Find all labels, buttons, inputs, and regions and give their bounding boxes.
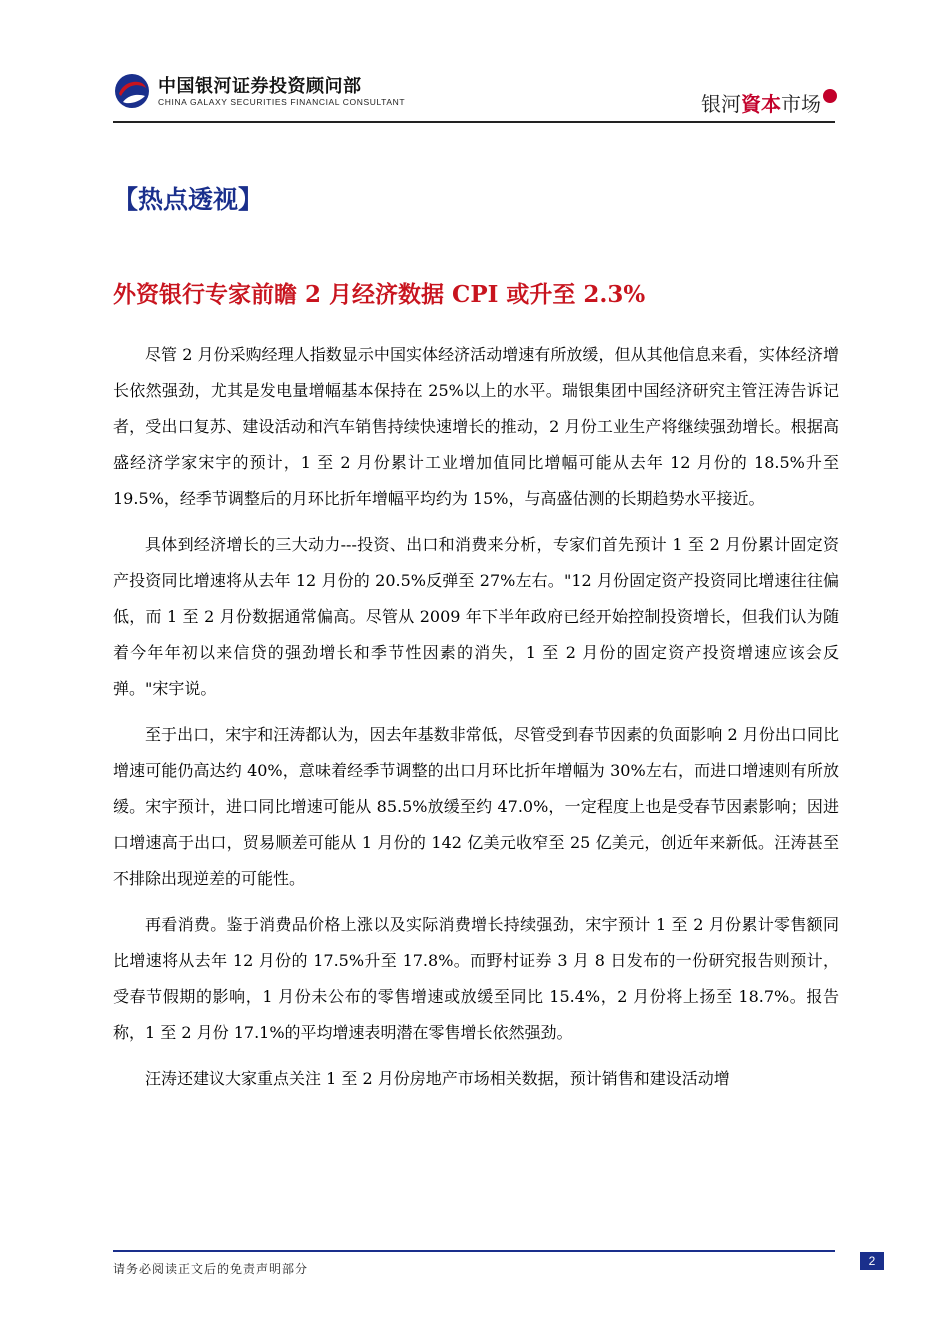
brand-right: 市场: [781, 92, 821, 116]
article-title: 外资银行专家前瞻 2 月经济数据 CPI 或升至 2.3%: [113, 281, 646, 308]
disclaimer-note: 请务必阅读正文后的免责声明部分: [113, 1262, 309, 1276]
paragraph-2: 具体到经济增长的三大动力---投资、出口和消费来分析，专家们首先预计 1 至 2 月份累计固定资产投资同比增速将从去年 12 月份的 20.5%反弹至 27%左右。"12 月份固定资产投资同比增速往往偏低，而 1 至 2 月份数据通常偏高。尽管从 2009 年下半年政府已经开始控制投资增长，但我们认为随着今年年初以来信贷的强劲增长和季节性因素的消失，1 至 2 月份的固定资产投资增速应该会反弹。"宋宇说。: [113, 535, 839, 698]
brand-mid: 資本: [741, 92, 781, 116]
page-number: 2: [860, 1252, 884, 1270]
brand-seal-icon: [823, 89, 837, 103]
galaxy-logo-icon: [113, 72, 151, 110]
paragraph-1: 尽管 2 月份采购经理人指数显示中国实体经济活动增速有所放缓，但从其他信息来看，实体经济增长依然强劲，尤其是发电量增幅基本保持在 25%以上的水平。瑞银集团中国经济研究主管汪涛告诉记者，受出口复苏、建设活动和汽车销售持续快速增长的推动，2 月份工业生产将继续强劲增长。根据高盛经济学家宋宇的预计，1 至 2 月份累计工业增加值同比增幅可能从去年 12 月份的 18.5%升至 19.5%，经季节调整后的月环比折年增幅平均约为 15%，与高盛估测的长期趋势水平接近。: [113, 345, 839, 508]
brand-left: 银河: [701, 92, 741, 116]
organization-name-cn: 中国银河证券投资顾问部: [158, 76, 362, 97]
paragraph-3: 至于出口，宋宇和汪涛都认为，因去年基数非常低，尽管受到春节因素的负面影响 2 月份出口同比增速可能仍高达约 40%，意味着经季节调整的出口月环比折年增幅为 30%左右，而进口增速则有所放缓。宋宇预计，进口同比增速可能从 85.5%放缓至约 47.0%，一定程度上也是受春节因素影响；因进口增速高于出口，贸易顺差可能从 1 月份的 142 亿美元收窄至 25 亿美元，创近年来新低。汪涛甚至不排除出现逆差的可能性。: [113, 725, 839, 888]
brand-logo: [701, 88, 837, 117]
paragraph-5: 汪涛还建议大家重点关注 1 至 2 月份房地产市场相关数据，预计销售和建设活动增: [145, 1069, 730, 1088]
organization-name-en: CHINA GALAXY SECURITIES FINANCIAL CONSULTANT: [158, 97, 406, 107]
footer-divider: [113, 1250, 835, 1252]
paragraph-4: 再看消费。鉴于消费品价格上涨以及实际消费增长持续强劲，宋宇预计 1 至 2 月份累计零售额同比增速将从去年 12 月份的 17.5%升至 17.8%。而野村证券 3 月 8 日发布的一份研究报告则预计，受春节假期的影响，1 月份未公布的零售增速或放缓至同比 15.4%，2 月份将上扬至 18.7%。报告称，1 至 2 月份 17.1%的平均增速表明潜在零售增长依然强劲。: [113, 915, 839, 1042]
header-divider: [113, 121, 835, 123]
page-header: [0, 0, 950, 125]
article-body: [113, 337, 839, 1107]
section-title: 【热点透视】: [113, 185, 264, 214]
